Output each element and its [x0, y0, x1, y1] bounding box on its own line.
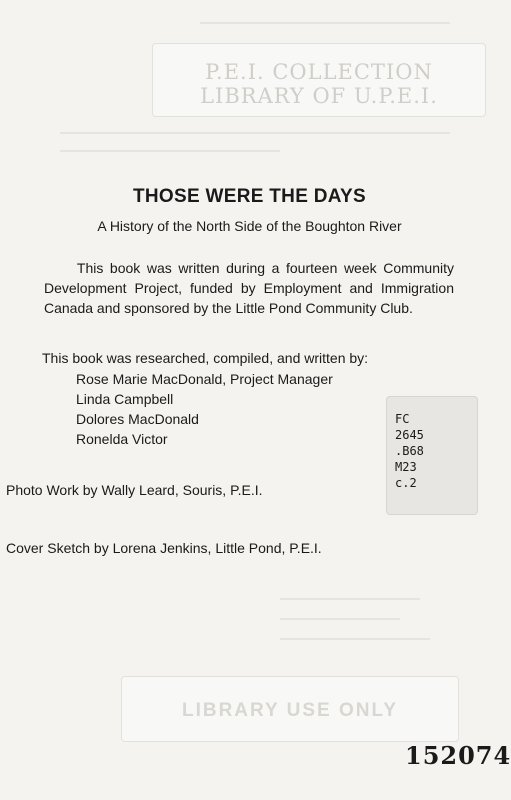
intro-paragraph [44, 258, 454, 318]
book-subtitle: A History of the North Side of the Boughton River [97, 218, 402, 234]
call-number-line: M23 [395, 460, 417, 474]
bleed-through-line [280, 618, 400, 620]
collection-stamp-line2: LIBRARY OF U.P.E.I. [200, 84, 438, 108]
cover-credit: Cover Sketch by Lorena Jenkins, Little Pond, P.E.I. [6, 540, 322, 556]
bleed-through-line [60, 132, 450, 134]
author-item: Rose Marie MacDonald, Project Manager [76, 371, 333, 387]
call-number-label [387, 397, 477, 514]
author-item: Ronelda Victor [76, 431, 168, 447]
bleed-through-line [280, 598, 420, 600]
photo-credit: Photo Work by Wally Leard, Souris, P.E.I. [6, 482, 263, 498]
call-number-line: FC [395, 412, 410, 426]
collection-stamp-line1: P.E.I. COLLECTION [205, 60, 433, 84]
call-number-line: .B68 [395, 444, 424, 458]
call-number-line: c.2 [395, 476, 417, 490]
author-list [76, 369, 333, 449]
accession-number: 152074 [405, 741, 511, 770]
bleed-through-line [280, 638, 430, 640]
author-item: Dolores MacDonald [76, 411, 199, 427]
intro-text: This book was written during a fourteen week Community Development Project, funded by Employment and Immigration Canada and sponsored by the Little Pond Community Club. [44, 260, 454, 316]
book-title: THOSE WERE THE DAYS [132, 186, 367, 207]
author-item: Linda Campbell [76, 391, 174, 407]
library-use-text: LIBRARY USE ONLY [181, 700, 399, 721]
researched-by-line: This book was researched, compiled, and written by: [42, 350, 369, 366]
call-number-line: 2645 [395, 428, 424, 442]
bleed-through-line [200, 22, 450, 24]
bleed-through-line [60, 150, 280, 152]
